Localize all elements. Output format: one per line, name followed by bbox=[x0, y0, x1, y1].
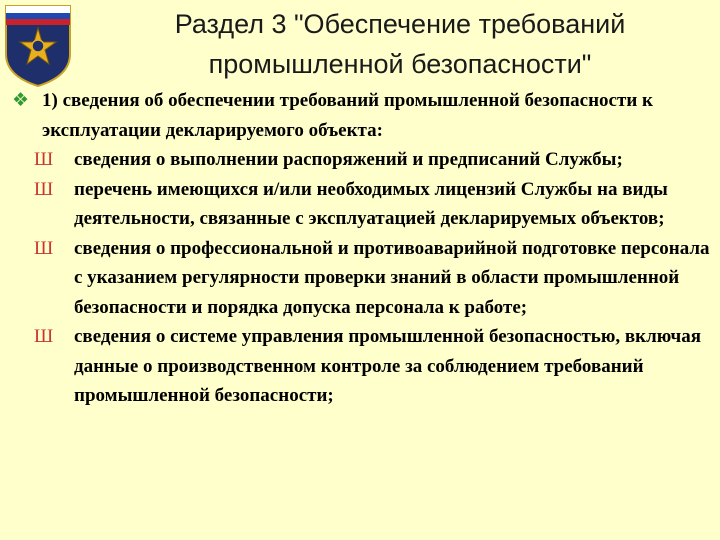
sub-item-text: сведения о системе управления промышленной безопасностью, включая данные о производственном контроле за соблюдением требований промышленной безопасности; bbox=[74, 326, 702, 406]
sub-bullet-icon: Ш bbox=[34, 178, 54, 200]
sub-list-item bbox=[8, 234, 712, 323]
sub-item-text: сведения о выполнении распоряжений и предписаний Службы; bbox=[74, 149, 623, 170]
main-list-item bbox=[8, 86, 712, 145]
slide-content bbox=[8, 86, 712, 411]
emergency-ministry-emblem bbox=[2, 2, 74, 88]
main-item-text: 1) сведения об обеспечении требований промышленной безопасности к эксплуатации декларируемого объекта: bbox=[42, 90, 653, 141]
sub-bullet-icon: Ш bbox=[34, 326, 54, 347]
sub-bullet-icon: Ш bbox=[34, 237, 54, 259]
sub-item-text: сведения о профессиональной и противоаварийной подготовке персонала с указанием регулярности проверки знаний в области промышленной безопасности и порядка допуска персонала к работе; bbox=[74, 237, 710, 318]
diamond-bullet-icon: ❖ bbox=[12, 89, 30, 111]
sub-list-item bbox=[8, 145, 712, 175]
slide-title: Раздел 3 "Обеспечение требований промышленной безопасности" bbox=[174, 9, 626, 79]
sub-list-item bbox=[8, 322, 712, 411]
sub-item-text: перечень имеющихся и/или необходимых лицензий Службы на виды деятельности, связанные с эксплуатацией декларируемых объектов; bbox=[74, 178, 668, 229]
sub-bullet-icon: Ш bbox=[34, 149, 54, 170]
sub-list-item bbox=[8, 175, 712, 234]
